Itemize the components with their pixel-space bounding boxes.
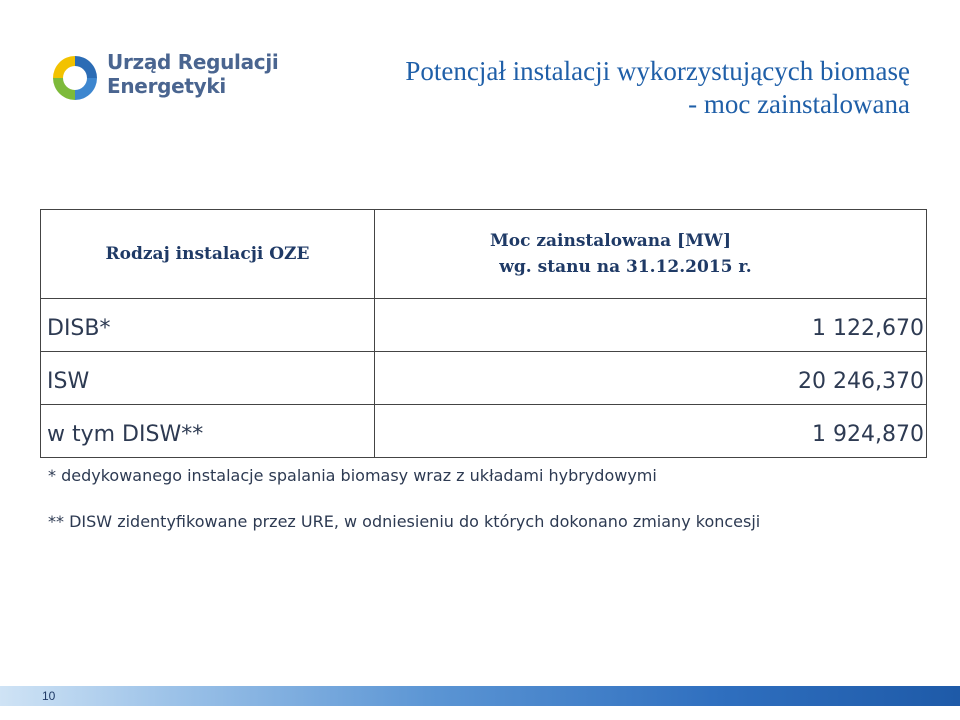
footnote-1: * dedykowanego instalacje spalania biomasy wraz z układami hybrydowymi xyxy=(48,466,657,485)
row-value: 1 122,670 xyxy=(375,299,927,352)
page-number: 10 xyxy=(42,689,56,703)
header-power-line-1: Moc zainstalowana [MW] xyxy=(489,231,732,251)
ure-logo xyxy=(45,48,279,106)
header-power-line-2: wg. stanu na 31.12.2015 r. xyxy=(499,257,752,277)
table-row xyxy=(41,299,927,352)
title-line-1: Potencjał instalacji wykorzystujących biomasę xyxy=(405,56,910,86)
header-installed-power xyxy=(375,210,927,299)
title-line-2: - moc zainstalowana xyxy=(688,89,910,119)
row-name: ISW xyxy=(41,352,375,405)
table-row xyxy=(41,405,927,458)
logo-line-2: Energetyki xyxy=(107,74,226,98)
table-header-row xyxy=(41,210,927,299)
page-title xyxy=(405,55,910,121)
footer-bar xyxy=(0,686,960,706)
header-installation-type: Rodzaj instalacji OZE xyxy=(41,210,375,299)
capacity-table xyxy=(40,209,927,458)
table-row xyxy=(41,352,927,405)
logo-text xyxy=(107,50,278,98)
row-value: 20 246,370 xyxy=(375,352,927,405)
logo-line-1: Urząd Regulacji xyxy=(107,50,279,74)
row-name: DISB* xyxy=(41,299,375,352)
row-name: w tym DISW** xyxy=(41,405,375,458)
ure-logo-icon xyxy=(49,52,101,104)
footnote-2: ** DISW zidentyfikowane przez URE, w odniesieniu do których dokonano zmiany koncesji xyxy=(48,512,761,531)
row-value: 1 924,870 xyxy=(375,405,927,458)
